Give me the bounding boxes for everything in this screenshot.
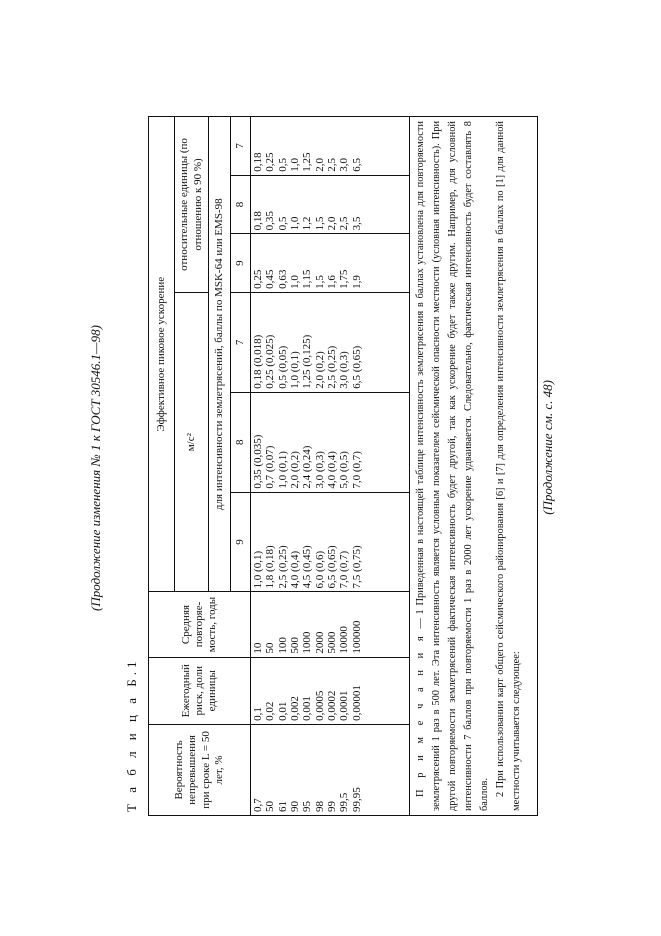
cell-value: 1,9	[350, 275, 363, 289]
cell-value: 3,0 (0,3)	[338, 351, 351, 389]
cell-value: 2,5 (0,25)	[325, 345, 338, 389]
header-col-7-ms2: 7	[231, 292, 251, 392]
cell-value: 0,00001	[350, 685, 363, 721]
header-relative-units: относительные единицы (по отношению к 90 %)	[175, 117, 209, 293]
cell-value: 6,5 (0,65)	[350, 345, 363, 389]
cell-value: 0,63	[276, 269, 289, 289]
cell-value: 1,6	[325, 275, 338, 289]
cell-value: 2,5	[325, 157, 338, 172]
cell-value: 500	[288, 637, 301, 654]
cell-value: 1,0	[288, 275, 301, 289]
cell-value: 50	[264, 801, 277, 812]
cell-value: 1,0	[288, 157, 301, 172]
column-mean-period	[251, 592, 410, 657]
header-effective-acceleration: Эффективное пиковое ускорение	[149, 117, 175, 592]
column-rel-8	[251, 175, 410, 234]
cell-value: 0,35 (0,035)	[252, 434, 264, 489]
header-annual-risk: Ежегодный риск, доли единицы	[149, 657, 251, 724]
cell-value: 0,0001	[338, 690, 351, 721]
cell-value: 2,0 (0,2)	[288, 451, 301, 489]
cell-value: 0,45	[264, 269, 277, 289]
cell-value: 2,4 (0,24)	[301, 445, 314, 489]
cell-value: 0,5	[276, 157, 289, 172]
cell-value: 99,95	[350, 787, 363, 812]
note-2: 2 При использовании карт общего сейсмического районирования [6] и [7] для определения интенсивности землетрясения в баллах по [1] для данной местности учитывается следующее:	[495, 121, 522, 811]
cell-value: 2,0 (0,2)	[313, 351, 326, 389]
cell-value: 90	[288, 801, 301, 812]
continuation-footer: (Продолжение см. с. 48)	[540, 380, 555, 515]
notes-block	[410, 116, 538, 816]
header-col-8-rel: 8	[231, 175, 251, 234]
column-acc-8	[251, 392, 410, 492]
cell-value: 0,0002	[325, 690, 338, 721]
cell-value: 0,01	[276, 701, 289, 721]
cell-value: 100	[276, 637, 289, 654]
cell-value: 0,7 (0,07)	[264, 445, 277, 489]
cell-value: 1,15	[301, 269, 314, 289]
column-acc-9	[251, 492, 410, 592]
note-1	[413, 121, 493, 811]
cell-value: 0,1	[252, 707, 264, 721]
cell-value: 1,0 (0,1)	[252, 550, 264, 589]
cell-value: 3,5	[350, 216, 363, 231]
cell-value: 2,5 (0,25)	[276, 545, 289, 589]
cell-value: 7,5 (0,75)	[350, 545, 363, 589]
header-ms2-unit: м/с²	[175, 292, 209, 592]
cell-value: 50	[264, 642, 277, 654]
cell-value: 0,5	[276, 216, 289, 231]
cell-value: 6,5	[350, 157, 363, 172]
cell-value: 61	[276, 801, 289, 812]
table-title: Т а б л и ц а Б.1	[124, 657, 139, 812]
cell-value: 0,18 (0,018)	[252, 334, 264, 389]
cell-value: 1,0 (0,1)	[276, 451, 289, 489]
cell-value: 4,0 (0,4)	[325, 451, 338, 489]
column-rel-9	[251, 234, 410, 293]
cell-value: 2,0	[313, 157, 326, 172]
cell-value: 0,25 (0,025)	[264, 334, 277, 389]
running-header: (Продолжение изменения № 1 к ГОСТ 30546.1—98)	[88, 325, 103, 611]
cell-value: 0,7	[252, 798, 264, 812]
cell-value: 0,25	[264, 152, 277, 172]
header-col-9-rel: 9	[231, 234, 251, 293]
cell-value: 1,25 (0,125)	[301, 334, 314, 389]
cell-value: 1,8 (0,18)	[264, 545, 277, 589]
cell-value: 3,0	[338, 157, 351, 172]
cell-value: 1,25	[301, 152, 314, 172]
header-probability: Вероятность непревышения при сроке L = 50 лет, %	[149, 724, 251, 815]
cell-value: 1,0 (0,1)	[288, 351, 301, 389]
acceleration-table	[148, 116, 410, 816]
column-annual-risk	[251, 657, 410, 724]
cell-value: 0,25	[252, 269, 264, 289]
column-acc-7	[251, 292, 410, 392]
header-col-8-ms2: 8	[231, 392, 251, 492]
cell-value: 0,001	[301, 696, 314, 721]
cell-value: 4,0 (0,4)	[288, 550, 301, 589]
header-intensity-note: для интенсивности землетрясений, баллы по MSK-64 или EMS-98	[209, 117, 231, 592]
cell-value: 2,0	[325, 216, 338, 231]
cell-value: 7,0 (0,7)	[338, 550, 351, 589]
notes-label: П р и м е ч а н и я	[415, 632, 426, 797]
cell-value: 100000	[350, 620, 363, 654]
cell-value: 1,75	[338, 269, 351, 289]
cell-value: 2000	[313, 631, 326, 654]
cell-value: 0,002	[288, 696, 301, 721]
cell-value: 10	[252, 642, 264, 654]
cell-value: 2,5	[338, 216, 351, 231]
cell-value: 10000	[338, 626, 351, 654]
note-1-text: — 1 Приведенная в настоящей таблице интенсивность землетрясения в баллах установлена для повторяемости землетрясений 1 раз в 500 лет. Эта интенсивность является условным показателем сейсмической опасности местности (условная интенсивность). При другой повторяемости землетрясений фактическая интенсивность будет другой, так как ускорение будет также другим. Например, для условной интенсивности 7 баллов при повторяемости 1 раз в 2000 лет ускорение удваивается. Следовательно, фактическая интенсивность будет составлять 8 баллов.	[415, 121, 490, 811]
column-probability	[251, 724, 410, 815]
cell-value: 7,0 (0,7)	[350, 451, 363, 489]
cell-value: 0,02	[264, 701, 277, 721]
cell-value: 1,2	[301, 216, 314, 231]
cell-value: 1,5	[313, 275, 326, 289]
cell-value: 3,0 (0,3)	[313, 451, 326, 489]
cell-value: 0,35	[264, 211, 277, 231]
cell-value: 5,0 (0,5)	[338, 451, 351, 489]
cell-value: 6,5 (0,65)	[325, 545, 338, 589]
cell-value: 99,5	[338, 792, 351, 812]
cell-value: 1000	[301, 631, 314, 654]
cell-value: 0,5 (0,05)	[276, 345, 289, 389]
cell-value: 6,0 (0,6)	[313, 550, 326, 589]
cell-value: 1,0	[288, 216, 301, 231]
table-wrapper	[148, 116, 410, 816]
cell-value: 0,0005	[313, 690, 326, 721]
cell-value: 95	[301, 801, 314, 812]
cell-value: 99	[325, 801, 338, 812]
column-rel-7	[251, 117, 410, 176]
cell-value: 1,5	[313, 216, 326, 231]
header-col-9-ms2: 9	[231, 492, 251, 592]
header-mean-period: Средняя повторяе-мость, годы	[149, 592, 251, 657]
cell-value: 0,18	[252, 211, 264, 231]
cell-value: 0,18	[252, 152, 264, 172]
header-col-7-rel: 7	[231, 117, 251, 176]
cell-value: 5000	[325, 631, 338, 654]
cell-value: 98	[313, 801, 326, 812]
cell-value: 4,5 (0,45)	[301, 545, 314, 589]
